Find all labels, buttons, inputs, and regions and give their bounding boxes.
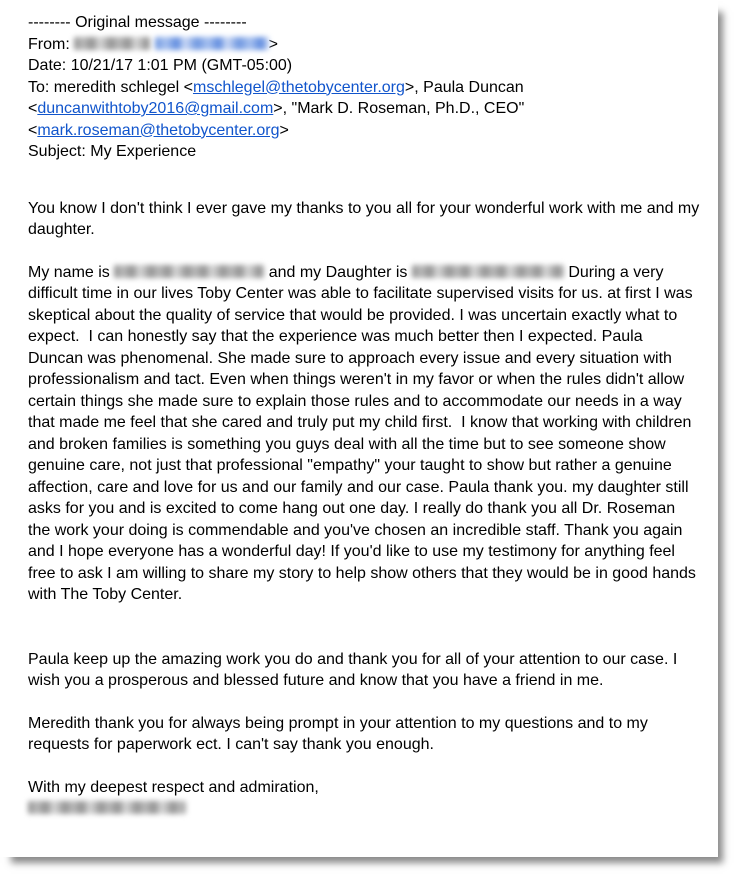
redacted-sender-email xyxy=(155,37,269,50)
text-run: >, Paula Duncan < xyxy=(28,78,529,117)
text-run: My name is xyxy=(28,263,115,281)
text-run: My Experience xyxy=(90,143,197,160)
para-meredith xyxy=(28,713,700,756)
text-run: During a very difficult time in our lives Toby Center was able to facilitate supervised visits for us. at first I was skeptical about the quality of service that would be provided. I was uncertain exactly what to expect. I can honestly say that the experience was much better then I expected. Paula Duncan was phenomenal. She made sure to approach every issue and every situation with professionalism and tact. Even when things weren't in my favor or when the rules didn't allow certain things she made sure to explain those rules and to accommodate our needs in a way that made me feel that she cared and truly put my child first. I know that working with children and broken families is something you guys deal with all the time but to see someone show genuine care, not just that professional "empathy" your taught to show but rather a genuine affection, care and love for us and our family and our case. Paula thank you. my daughter still asks for you and is excited to come hang out one day. I really do thank you all Dr. Roseman the work your doing is commendable and you've chosen an incredible staff. Thank you again and I hope everyone has a wonderful day! If you'd like to use my testimony for anything feel free to ask I am willing to share my story to help show others that they would be in good hands with The Toby Center. xyxy=(28,263,701,603)
para-signoff xyxy=(28,777,700,820)
text-run: 10/21/17 1:01 PM (GMT-05:00) xyxy=(70,57,293,74)
field-label: Date: xyxy=(28,57,71,74)
header-field-from xyxy=(28,34,700,56)
email-address-link[interactable]: mark.roseman@thetobycenter.org xyxy=(37,121,280,139)
redacted-author-name xyxy=(114,265,264,278)
email-header-fields xyxy=(28,34,700,163)
text-run: >, "Mark D. Roseman, Ph.D., CEO" < xyxy=(28,100,529,139)
text-run: > xyxy=(279,121,289,139)
text-run: With my deepest respect and admiration, xyxy=(28,778,319,796)
text-run: and my Daughter is xyxy=(264,263,412,281)
redacted-daughter-name xyxy=(412,265,564,278)
text-run: meredith schlegel < xyxy=(53,78,193,96)
redacted-signature-name xyxy=(28,801,186,814)
field-label: From: xyxy=(28,35,75,53)
redacted-sender-name xyxy=(74,37,150,50)
text-run: Meredith thank you for always being prompt in your attention to my questions and to my requests for paperwork ect. I can't say thank you enough. xyxy=(28,714,653,753)
para-experience xyxy=(28,262,700,606)
text-run: Paula keep up the amazing work you do and thank you for all of your attention to our case. I wish you a prosperous and blessed future and know that you have a friend in me. xyxy=(28,650,682,689)
original-message-separator: -------- Original message -------- xyxy=(28,14,247,31)
field-label: Subject: xyxy=(28,143,91,160)
email-body xyxy=(28,198,704,820)
text-run: You know I don't think I ever gave my thanks to you all for your wonderful work with me and my daughter. xyxy=(28,199,704,238)
header-field-date xyxy=(28,55,700,77)
email-address-link[interactable]: duncanwithtoby2016@gmail.com xyxy=(37,100,274,117)
text-run: > xyxy=(268,35,279,53)
para-paula xyxy=(28,649,700,692)
email-address-link[interactable]: mschlegel@thetobycenter.org xyxy=(192,78,405,96)
field-label: To: xyxy=(28,78,54,96)
header-field-to xyxy=(28,77,700,142)
para-thanks xyxy=(28,198,704,241)
header-field-subject xyxy=(28,141,700,163)
